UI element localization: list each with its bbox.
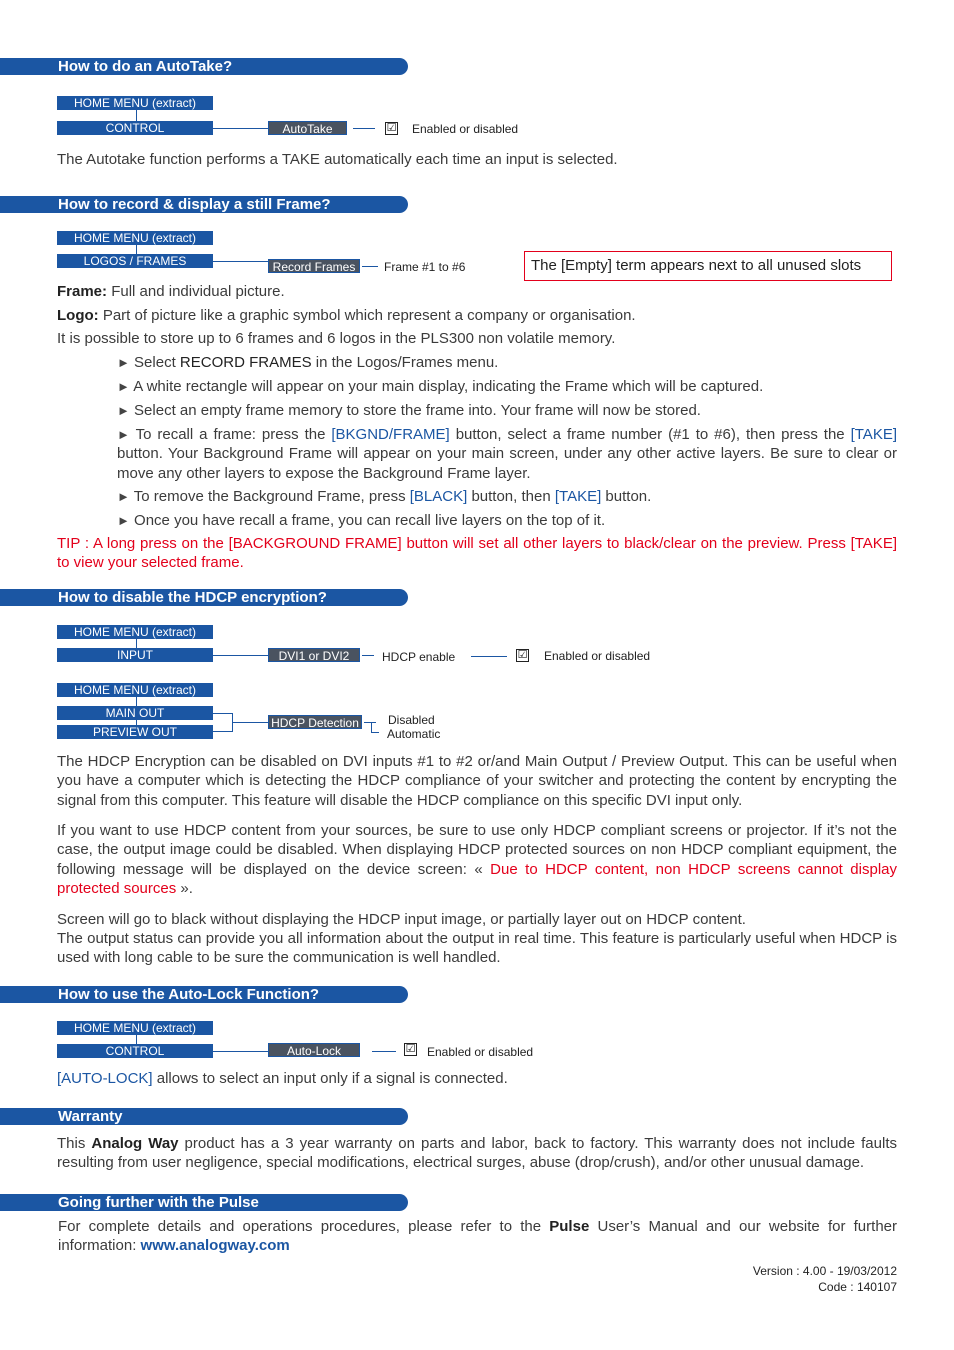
- bullet-arrow-icon: ►: [117, 513, 130, 528]
- option-dvi: DVI1 or DVI2: [268, 648, 360, 662]
- connector-line: [213, 1051, 268, 1052]
- connector-line: [213, 713, 232, 714]
- option-value-disabled: Disabled: [388, 713, 435, 727]
- warranty-text: This Analog Way product has a 3 year warranty on parts and labor, back to factory. This warranty does not include faults resulting from user negligence, special modifications, electrical surges, abuse (drop/crush), and/or other unusual damage.: [57, 1135, 897, 1172]
- menu-item-control: CONTROL: [57, 121, 213, 135]
- option-note: Enabled or disabled: [412, 122, 519, 136]
- connector-line: [136, 110, 137, 121]
- option-record-frames: Record Frames: [268, 259, 360, 273]
- connector-line: [353, 128, 375, 129]
- list-item: ► A white rectangle will appear on your main display, indicating the Frame which will be captured.: [117, 378, 764, 395]
- frame-definition: Frame: Full and individual picture.: [57, 283, 285, 300]
- connector-line: [232, 722, 268, 723]
- connector-line: [362, 655, 374, 656]
- bullet-arrow-icon: ►: [117, 489, 130, 504]
- storage-text: It is possible to store up to 6 frames and 6 logos in the PLS300 non volatile memory.: [57, 330, 616, 347]
- list-item: ► To remove the Background Frame, press [BLACK] button, then [TAKE] button.: [117, 488, 652, 505]
- empty-slots-note: The [Empty] term appears next to all unused slots: [524, 251, 892, 281]
- menu-item-preview-out: PREVIEW OUT: [57, 725, 213, 739]
- list-item: ► Select an empty frame memory to store the frame into. Your frame will now be stored.: [117, 402, 701, 419]
- menu-label: HOME MENU (extract): [57, 625, 213, 639]
- connector-line: [371, 722, 372, 732]
- list-item: ► Select RECORD FRAMES in the Logos/Frames menu.: [117, 354, 499, 371]
- connector-line: [364, 722, 376, 723]
- menu-label: HOME MENU (extract): [57, 231, 213, 245]
- section-header-autotake: How to do an AutoTake?: [0, 58, 408, 75]
- bullet-arrow-icon: ►: [117, 379, 130, 394]
- connector-line: [213, 731, 232, 732]
- menu-label: HOME MENU (extract): [57, 1021, 213, 1035]
- option-autotake: AutoTake: [268, 121, 347, 135]
- code-text: Code : 140107: [818, 1280, 897, 1294]
- option-value-automatic: Automatic: [387, 727, 441, 741]
- connector-line: [213, 655, 268, 656]
- bullet-arrow-icon: ►: [117, 355, 130, 370]
- option-note: Enabled or disabled: [427, 1045, 534, 1059]
- tip-text: TIP : A long press on the [BACKGROUND FRAME] button will set all other layers to black/clear on the preview. Press [TAKE] to view your selected frame.: [57, 535, 897, 572]
- section-header-hdcp: How to disable the HDCP encryption?: [0, 589, 408, 606]
- hdcp-paragraph-3: Screen will go to black without displaying the HDCP input image, or partially layer out on HDCP content.: [57, 911, 746, 928]
- connector-line: [136, 639, 137, 648]
- option-auto-lock: Auto-Lock: [268, 1043, 360, 1057]
- menu-item-control: CONTROL: [57, 1044, 213, 1058]
- list-item: ► Once you have recall a frame, you can recall live layers on the top of it.: [117, 512, 606, 529]
- checkbox-icon: ☑: [386, 122, 397, 134]
- connector-line: [136, 697, 137, 706]
- autolock-description: [AUTO-LOCK] allows to select an input only if a signal is connected.: [57, 1070, 508, 1087]
- autotake-description: The Autotake function performs a TAKE automatically each time an input is selected.: [57, 151, 618, 168]
- connector-line: [213, 261, 268, 262]
- connector-line: [362, 266, 378, 267]
- option-hdcp-detection: HDCP Detection: [268, 715, 362, 729]
- bullet-arrow-icon: ►: [117, 403, 130, 418]
- website-link[interactable]: www.analogway.com: [140, 1237, 290, 1255]
- checkbox-icon: ☑: [405, 1043, 416, 1055]
- menu-item-input: INPUT: [57, 648, 213, 662]
- connector-line: [213, 128, 268, 129]
- hdcp-paragraph-4: The output status can provide you all information about the output in real time. This feature is particularly useful when HDCP is used with long cable to be sure the communication is well handled.: [57, 930, 897, 967]
- connector-line: [136, 1035, 137, 1044]
- connector-line: [371, 732, 379, 733]
- connector-line: [471, 656, 507, 657]
- connector-line: [372, 1051, 396, 1052]
- menu-item-logos-frames: LOGOS / FRAMES: [57, 254, 213, 268]
- option-note: Frame #1 to #6: [384, 260, 466, 274]
- menu-label: HOME MENU (extract): [57, 96, 213, 110]
- option-note: Enabled or disabled: [544, 649, 651, 663]
- logo-definition: Logo: Part of picture like a graphic symbol which represent a company or organisation.: [57, 307, 636, 324]
- version-text: Version : 4.00 - 19/03/2012: [752, 1264, 897, 1278]
- hdcp-enable-label: HDCP enable: [382, 650, 456, 664]
- bullet-arrow-icon: ►: [117, 427, 130, 442]
- further-text: For complete details and operations procedures, please refer to the Pulse User’s Manual and our website for further information: www.analogway.com: [58, 1218, 897, 1255]
- menu-item-main-out: MAIN OUT: [57, 706, 213, 720]
- menu-label: HOME MENU (extract): [57, 683, 213, 697]
- list-item: ► To recall a frame: press the [BKGND/FRAME] button, select a frame number (#1 to #6), then press the [TAKE] button. Your Background Frame will appear on your main screen, under any other active layers. Be sure to clear or move any other layers to expose the Background Frame layer.: [117, 426, 897, 482]
- hdcp-paragraph-2: If you want to use HDCP content from your sources, be sure to use only HDCP compliant screens or projector. If it’s not the case, the output image could be disabled. When displaying HDCP protected sources on non HDCP compliant equipment, the following message will be displayed on the device screen: « Due to HDCP content, non HDCP screens cannot display protected sources ».: [57, 822, 897, 897]
- section-header-warranty: Warranty: [0, 1108, 408, 1125]
- hdcp-paragraph-1: The HDCP Encryption can be disabled on DVI inputs #1 to #2 or/and Main Output / Preview Output. This can be useful when you have a computer which is detecting the HDCP compliance of your switcher and protecting the content by encrypting the signal from this computer. This feature will disable the HDCP compliance on this specific DVI input only.: [57, 753, 897, 809]
- connector-line: [136, 245, 137, 254]
- section-header-autolock: How to use the Auto-Lock Function?: [0, 986, 408, 1003]
- section-header-going-further: Going further with the Pulse: [0, 1194, 408, 1211]
- section-header-still-frame: How to record & display a still Frame?: [0, 196, 408, 213]
- checkbox-icon: ☑: [517, 649, 528, 661]
